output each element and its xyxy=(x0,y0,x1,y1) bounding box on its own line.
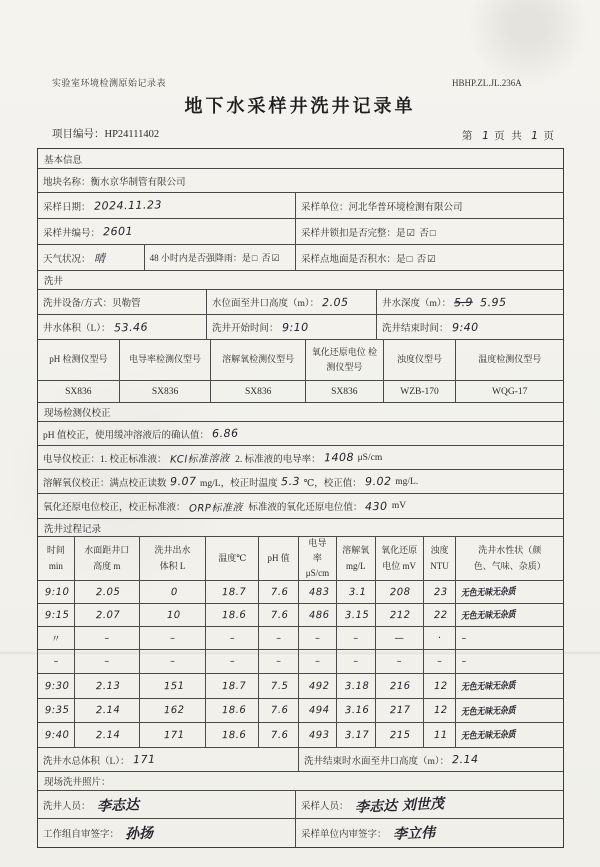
r6-ph: 7.6 xyxy=(271,704,289,717)
instr-model-temp: WQG-17 xyxy=(492,386,528,397)
r6-temp: 18.6 xyxy=(221,704,246,717)
r1-temp: 18.7 xyxy=(221,586,246,598)
do-cal-label3: ℃，校正值： xyxy=(303,478,362,489)
wash-start-value: 9:10 xyxy=(281,320,309,334)
total-volume-value: 171 xyxy=(132,752,156,767)
end-height-label: 洗井结束时水面至井口高度（m）： xyxy=(304,756,450,767)
cell-cond-calibration xyxy=(38,446,563,469)
col-do-l2: mg/L xyxy=(346,560,366,571)
cond-cal-label1: 电导仪校正：1. 校正标准液： xyxy=(43,454,167,465)
group-signature: 孙扬 xyxy=(124,825,154,843)
col-volume-l1: 洗井出水 xyxy=(154,545,191,556)
do-cal-temp: 5.3 xyxy=(280,474,300,489)
row-cond-calibration xyxy=(38,446,563,470)
r4-character: – xyxy=(461,656,467,667)
process-row-5 xyxy=(38,674,563,699)
row-total-volume xyxy=(38,748,563,772)
r6-do: 3.16 xyxy=(345,704,370,717)
r6-volume: 162 xyxy=(163,704,185,717)
do-cal-reading: 9.07 xyxy=(169,474,197,489)
r4-temp: – xyxy=(229,656,235,667)
col-header-orp xyxy=(376,537,424,580)
col-time-l2: min xyxy=(48,560,63,571)
r4-do: – xyxy=(353,656,359,667)
r5-orp: 216 xyxy=(390,680,412,692)
col-cond-l2: μS/cm xyxy=(305,568,330,579)
page-num-handwritten: 1 xyxy=(481,128,490,143)
sample-date-label: 采样日期： xyxy=(43,202,91,213)
r4-height: – xyxy=(104,656,110,667)
col-orp-l2: 电位 mV xyxy=(382,560,417,571)
r7-cond: 493 xyxy=(308,729,330,741)
cell-end-height xyxy=(299,748,563,771)
cond-cal-value: 1408 xyxy=(323,450,354,465)
cell-sampler xyxy=(296,791,563,818)
cell-ponding xyxy=(296,245,563,270)
r2-volume: 10 xyxy=(166,609,181,621)
row-weather xyxy=(38,245,563,271)
heavy-rain-checkboxes: 是□ 否☑ xyxy=(241,253,281,263)
record-form-table xyxy=(37,148,564,848)
r1-cond: 483 xyxy=(308,586,330,598)
instr-model-ph: SX836 xyxy=(38,381,120,402)
cell-site-name xyxy=(38,169,563,192)
cell-wash-end xyxy=(377,315,563,339)
col-turb-l2: NTU xyxy=(430,560,449,571)
r4-volume: – xyxy=(170,656,175,667)
do-cal-unit: mg/L. xyxy=(395,476,419,487)
calibration-section-title: 现场检测仪校正 xyxy=(44,409,111,419)
col-header-character xyxy=(456,537,563,580)
wash-section-title: 洗井 xyxy=(44,277,64,287)
group-sign-label: 工作组自审签字： xyxy=(43,830,120,840)
row-photos xyxy=(38,772,563,791)
water-level-value: 2.05 xyxy=(322,295,349,309)
instr-header-turb: 浊度仪型号 xyxy=(384,340,457,380)
unit-sign-label: 采样单位内审签字： xyxy=(301,830,387,840)
r3-height: – xyxy=(104,632,110,644)
sample-org-label: 采样单位： xyxy=(301,202,349,213)
weather-value: 晴 xyxy=(93,251,106,265)
wash-end-label: 洗井结束时间： xyxy=(382,324,449,334)
cell-unit-sign xyxy=(296,819,563,847)
well-no-value: 2601 xyxy=(102,224,134,239)
r5-time: 9:30 xyxy=(45,680,70,692)
cond-cal-label2: 2. 标准液的电导率： xyxy=(235,454,321,465)
total-volume-label: 洗井水总体积（L）： xyxy=(43,756,130,767)
r5-ph: 7.5 xyxy=(271,680,289,692)
r4-ph: – xyxy=(276,656,281,667)
col-header-temp xyxy=(206,537,259,580)
col-header-turb xyxy=(424,537,457,580)
row-calibration-section xyxy=(38,403,563,422)
site-name-label: 地块名称： xyxy=(43,177,91,188)
cell-well-volume xyxy=(38,315,207,339)
r7-turb: 11 xyxy=(434,729,448,741)
row-ph-calibration xyxy=(38,422,563,446)
ponding-label: 采样点地面是否积水： xyxy=(301,254,397,265)
col-height-l1: 水面距井口 xyxy=(84,545,130,556)
r2-turb: 22 xyxy=(434,609,448,621)
r2-do: 3.15 xyxy=(345,609,370,621)
row-site-name xyxy=(38,169,563,193)
ph-cal-value: 6.86 xyxy=(211,426,239,441)
r1-character: 无色无味无杂质 xyxy=(461,586,517,599)
instr-header-ph: pH 检测仪型号 xyxy=(38,340,120,380)
row-do-calibration xyxy=(38,470,563,494)
r1-height: 2.05 xyxy=(95,586,121,598)
instr-header-orp: 氧化还原电位 检测仪型号 xyxy=(306,340,384,380)
row-instrument-headers xyxy=(38,340,563,381)
washer-label: 洗井人员： xyxy=(43,801,91,812)
r1-volume: 0 xyxy=(170,586,178,598)
sample-org-value: 河北华普环境检测有限公司 xyxy=(348,202,463,213)
page-prefix: 第 xyxy=(461,131,475,142)
page-number xyxy=(462,128,556,143)
col-header-time xyxy=(38,537,75,580)
r3-time: 〃 xyxy=(51,634,61,645)
instr-model-turb: WZB-170 xyxy=(384,381,457,402)
r7-orp: 215 xyxy=(390,729,412,741)
sampler-signature: 李志达 刘世茂 xyxy=(354,795,444,816)
well-depth-struck-value: 5.9 xyxy=(453,295,474,309)
r3-do: – xyxy=(353,632,359,644)
project-row xyxy=(52,126,562,141)
cell-weather xyxy=(38,245,145,270)
col-temp-l1: 温度℃ xyxy=(218,552,247,563)
cell-lock-intact xyxy=(296,219,563,244)
heavy-rain-label: 48 小时内是否强降雨： xyxy=(149,253,242,263)
r2-orp: 212 xyxy=(390,609,412,621)
row-review-signatures xyxy=(38,819,563,847)
col-header-ph xyxy=(259,537,299,580)
r2-cond: 486 xyxy=(308,609,330,621)
r5-do: 3.18 xyxy=(345,680,370,692)
row-process-headers xyxy=(38,537,563,581)
photos-label: 现场洗井照片： xyxy=(44,778,111,788)
row-wash-section xyxy=(38,271,563,290)
r7-volume: 171 xyxy=(163,729,185,741)
cell-ph-calibration xyxy=(38,422,563,445)
r6-turb: 12 xyxy=(434,704,448,717)
page-mid: 页 共 xyxy=(494,131,524,142)
wash-end-value: 9:40 xyxy=(451,320,479,334)
orp-cal-unit: mV xyxy=(391,501,407,511)
cond-cal-standard: KCl标准溶液 xyxy=(169,453,230,466)
weather-label: 天气状况： xyxy=(43,254,91,265)
row-instrument-models xyxy=(38,381,563,403)
well-volume-label: 井水体积（L）： xyxy=(43,324,111,334)
r7-do: 3.17 xyxy=(345,729,370,741)
instr-model-cond: SX836 xyxy=(120,381,212,402)
r5-height: 2.13 xyxy=(95,680,121,692)
row-process-section xyxy=(38,519,563,537)
basic-section-title: 基本信息 xyxy=(44,155,83,166)
water-level-label: 水位面至井口高度（m）： xyxy=(212,299,320,309)
r5-volume: 151 xyxy=(163,680,185,692)
cell-sample-date xyxy=(38,193,296,218)
col-ph-l1: pH 值 xyxy=(267,552,290,563)
row-wash-times xyxy=(38,315,563,340)
do-cal-value: 9.02 xyxy=(364,474,392,489)
process-row-2 xyxy=(38,604,563,627)
col-cond-l1: 电导率 xyxy=(308,537,327,563)
process-row-1 xyxy=(38,581,563,604)
instr-header-cond: 电导率检测仪型号 xyxy=(120,340,212,380)
r4-time: – xyxy=(53,656,59,667)
col-header-volume xyxy=(140,537,207,580)
r7-character: 无色无味无杂质 xyxy=(461,729,517,742)
cell-wash-start xyxy=(207,315,377,339)
r7-ph: 7.6 xyxy=(271,729,289,741)
washer-signature: 李志达 xyxy=(96,796,139,815)
r3-temp: – xyxy=(229,632,235,644)
well-volume-value: 53.46 xyxy=(113,320,148,334)
row-basic-section xyxy=(38,149,563,169)
cell-orp-calibration xyxy=(38,494,563,518)
r2-time: 9:15 xyxy=(45,609,70,621)
r3-turb: · xyxy=(437,632,442,644)
col-volume-l2: 体积 L xyxy=(159,560,186,571)
col-header-cond xyxy=(299,537,337,580)
orp-cal-standard: ORP标准液 xyxy=(188,501,243,515)
well-no-label: 采样井编号： xyxy=(43,228,101,239)
col-do-l1: 溶解氧 xyxy=(342,545,370,556)
r3-cond: – xyxy=(315,632,320,644)
r1-turb: 23 xyxy=(434,586,448,598)
process-row-3-blank xyxy=(38,627,563,650)
row-orp-calibration xyxy=(38,494,563,519)
row-date-org xyxy=(38,193,563,219)
wash-start-label: 洗井开始时间： xyxy=(212,324,279,334)
r6-time: 9:35 xyxy=(45,704,70,717)
ponding-checkboxes: 是□ 否☑ xyxy=(396,254,437,265)
r7-temp: 18.6 xyxy=(221,729,246,741)
wash-device-value: 贝勒管 xyxy=(112,299,141,309)
cell-total-volume xyxy=(38,748,299,771)
process-row-7 xyxy=(38,723,563,748)
cell-heavy-rain xyxy=(145,245,296,270)
r1-do: 3.1 xyxy=(348,586,367,598)
r3-volume: – xyxy=(170,632,175,644)
r7-height: 2.14 xyxy=(95,729,121,741)
cell-well-no xyxy=(38,219,296,244)
cell-do-calibration xyxy=(38,470,563,493)
r5-cond: 492 xyxy=(308,680,330,692)
row-wellno-lock xyxy=(38,219,563,245)
process-row-6 xyxy=(38,699,563,723)
r2-height: 2.07 xyxy=(95,609,121,621)
cell-wash-device xyxy=(38,290,207,314)
well-depth-value: 5.95 xyxy=(480,295,507,309)
form-code: HBHP.ZL.JL.236A xyxy=(452,78,522,88)
cell-group-sign xyxy=(38,819,296,847)
col-orp-l1: 氧化还原 xyxy=(381,545,418,556)
r3-orp: — xyxy=(394,632,404,644)
col-header-height xyxy=(75,537,140,580)
r4-cond: – xyxy=(315,656,320,667)
wash-device-label: 洗井设备/方式： xyxy=(43,299,113,309)
col-header-do xyxy=(337,537,376,580)
do-cal-label1: 溶解氧仪校正：满点校正读数 xyxy=(43,478,167,489)
ph-cal-label: pH 值校正，使用缓冲溶液后的确认值： xyxy=(43,430,209,441)
project-number-value: HP24111402 xyxy=(104,129,160,140)
orp-cal-value: 430 xyxy=(365,499,389,513)
end-height-value: 2.14 xyxy=(452,752,479,767)
instr-model-do: SX836 xyxy=(211,381,306,402)
page-title: 地下水采样井洗井记录单 xyxy=(184,96,416,116)
r2-character: 无色无味无杂质 xyxy=(461,609,517,622)
cond-cal-unit: μS/cm xyxy=(357,452,383,463)
process-section-title: 洗井过程记录 xyxy=(44,524,102,535)
r5-temp: 18.7 xyxy=(221,680,246,692)
instr-header-do: 溶解氧检测仪型号 xyxy=(211,340,306,380)
page-total-handwritten: 1 xyxy=(531,128,540,143)
r2-ph: 7.6 xyxy=(271,609,289,621)
r3-character: – xyxy=(461,632,467,644)
r1-ph: 7.6 xyxy=(271,586,289,598)
lock-intact-label: 采样井锁扣是否完整： xyxy=(301,228,397,239)
col-height-l2: 高度 m xyxy=(93,560,121,571)
cell-well-depth xyxy=(377,290,563,314)
r5-turb: 12 xyxy=(434,680,448,692)
form-series-name: 实验室环境检测原始记录表 xyxy=(52,78,167,88)
lock-intact-checkboxes: 是☑ 否□ xyxy=(396,228,437,239)
r6-character: 无色无味无杂质 xyxy=(461,704,517,718)
do-cal-label2: mg/L，校正时温度 xyxy=(200,478,278,489)
col-char-l1: 洗井水性状（颜 xyxy=(478,545,542,556)
r6-orp: 217 xyxy=(390,704,412,717)
r6-height: 2.14 xyxy=(95,704,121,717)
col-char-l2: 色、气味、杂质） xyxy=(473,560,546,571)
row-wash-device xyxy=(38,290,563,315)
instr-model-orp: SX836 xyxy=(306,381,384,402)
unit-signature: 李立伟 xyxy=(392,825,435,843)
col-time-l1: 时间 xyxy=(46,545,65,556)
cell-water-level xyxy=(207,290,377,314)
r5-character: 无色无味无杂质 xyxy=(461,680,517,693)
orp-cal-label2: 标准液的氧化还原电位值： xyxy=(248,503,363,513)
instr-header-temp: 温度检测仪型号 xyxy=(478,354,542,365)
r6-cond: 494 xyxy=(308,704,330,717)
r7-time: 9:40 xyxy=(45,729,70,741)
cell-washer xyxy=(38,791,296,818)
row-personnel xyxy=(38,791,563,819)
orp-cal-label1: 氧化还原电位校正，校正标准液： xyxy=(43,503,186,513)
r3-ph: – xyxy=(276,632,281,644)
r2-temp: 18.6 xyxy=(221,609,246,621)
sample-date-value: 2024.11.23 xyxy=(93,198,162,213)
r4-turb: – xyxy=(437,656,442,667)
col-turb-l1: 浊度 xyxy=(430,545,449,556)
scan-crease-line xyxy=(0,651,600,655)
sampler-label: 采样人员： xyxy=(301,801,349,812)
cell-sample-org xyxy=(296,193,563,218)
well-depth-label: 井水深度（m）： xyxy=(382,299,452,309)
site-name-value: 衡水京华制管有限公司 xyxy=(90,177,186,188)
r1-time: 9:10 xyxy=(45,586,70,598)
r4-orp: – xyxy=(396,656,402,667)
project-number-label: 项目编号： xyxy=(52,129,105,140)
r1-orp: 208 xyxy=(390,586,412,598)
page-suffix: 页 xyxy=(543,131,556,142)
